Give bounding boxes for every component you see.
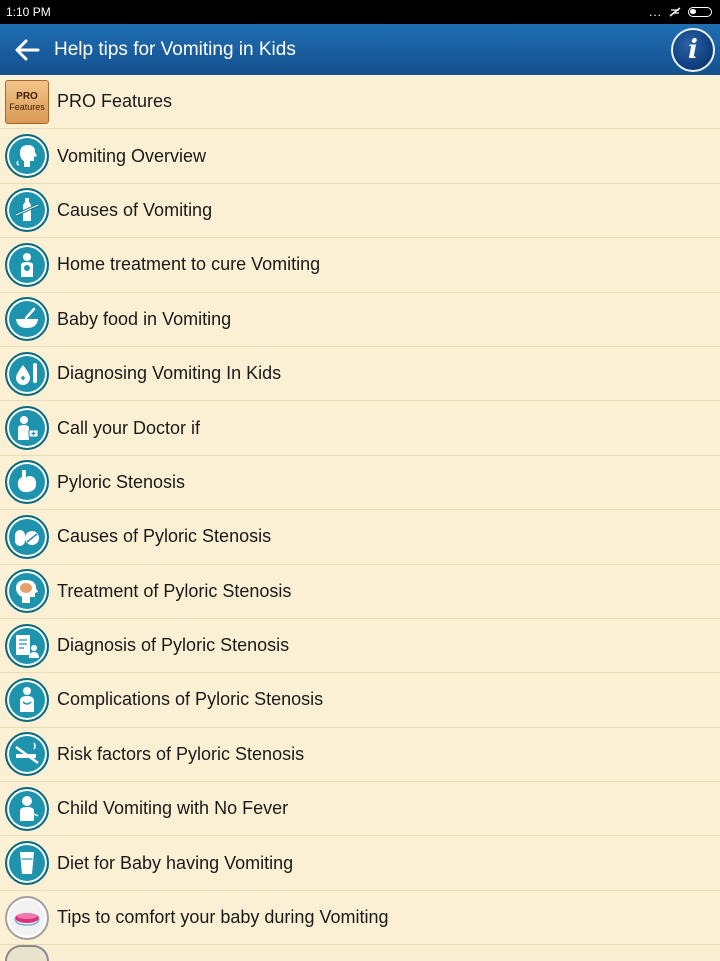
list-item-child-no-fever[interactable] bbox=[0, 782, 720, 836]
status-time: 1:10 PM bbox=[6, 5, 51, 19]
app-bar bbox=[0, 24, 720, 75]
blood-test-icon bbox=[5, 352, 49, 396]
list-item-call-your-doctor[interactable] bbox=[0, 401, 720, 455]
pills-icon bbox=[5, 515, 49, 559]
battery-icon bbox=[688, 7, 712, 17]
list-item-diet-for-baby[interactable] bbox=[0, 836, 720, 890]
glass-icon bbox=[5, 841, 49, 885]
topic-list bbox=[0, 75, 720, 961]
list-item-label: Tips to comfort your baby during Vomiting bbox=[57, 907, 389, 928]
clipboard-icon bbox=[5, 624, 49, 668]
list-item-label: Baby food in Vomiting bbox=[57, 308, 232, 329]
no-smoking-icon bbox=[5, 732, 49, 776]
list-item-baby-food[interactable] bbox=[0, 293, 720, 347]
partial-item-icon bbox=[5, 945, 49, 961]
notification-dots-icon: ... bbox=[648, 5, 662, 19]
vomiting-head-icon bbox=[5, 134, 49, 178]
list-item-treatment-pyloric[interactable] bbox=[0, 565, 720, 619]
list-item-tips-to-comfort[interactable] bbox=[0, 891, 720, 945]
list-item-diagnosis-pyloric[interactable] bbox=[0, 619, 720, 673]
doctor-icon bbox=[5, 406, 49, 450]
status-bar bbox=[0, 0, 720, 24]
list-item-pro-features[interactable] bbox=[0, 75, 720, 129]
signal-off-icon bbox=[668, 6, 682, 18]
info-button[interactable] bbox=[671, 28, 715, 72]
list-item-label: Treatment of Pyloric Stenosis bbox=[57, 580, 292, 601]
sick-person-icon bbox=[5, 678, 49, 722]
status-icons bbox=[649, 5, 712, 19]
back-button[interactable] bbox=[0, 24, 54, 75]
no-bottle-icon bbox=[5, 188, 49, 232]
list-item-partial[interactable] bbox=[0, 945, 720, 961]
list-item-label: Diet for Baby having Vomiting bbox=[57, 852, 294, 873]
list-item-risk-factors[interactable] bbox=[0, 728, 720, 782]
list-item-label: Vomiting Overview bbox=[57, 145, 207, 166]
list-item-causes-pyloric[interactable] bbox=[0, 510, 720, 564]
list-item-causes-of-vomiting[interactable] bbox=[0, 184, 720, 238]
list-item-diagnosing-vomiting[interactable] bbox=[0, 347, 720, 401]
dish-icon bbox=[5, 896, 49, 940]
list-item-label: Causes of Pyloric Stenosis bbox=[57, 526, 272, 547]
list-item-pyloric-stenosis[interactable] bbox=[0, 456, 720, 510]
list-item-home-treatment[interactable] bbox=[0, 238, 720, 292]
list-item-label: Complications of Pyloric Stenosis bbox=[57, 689, 324, 710]
list-item-label: Call your Doctor if bbox=[57, 417, 201, 438]
list-item-label: PRO Features bbox=[57, 91, 173, 112]
list-item-label: Diagnosing Vomiting In Kids bbox=[57, 363, 282, 384]
list-item-vomiting-overview[interactable] bbox=[0, 129, 720, 183]
pro-features-icon: PRO Features bbox=[5, 80, 49, 124]
list-item-label: Home treatment to cure Vomiting bbox=[57, 254, 321, 275]
info-icon: i bbox=[688, 34, 698, 65]
child-icon bbox=[5, 787, 49, 831]
list-item-label: Pyloric Stenosis bbox=[57, 471, 186, 492]
head-brain-icon bbox=[5, 569, 49, 613]
list-item-label: Risk factors of Pyloric Stenosis bbox=[57, 743, 305, 764]
bowl-icon bbox=[5, 297, 49, 341]
stomach-icon bbox=[5, 460, 49, 504]
caregiver-icon bbox=[5, 243, 49, 287]
list-item-label: Child Vomiting with No Fever bbox=[57, 798, 289, 819]
list-item-label: Causes of Vomiting bbox=[57, 199, 213, 220]
list-item-label: Diagnosis of Pyloric Stenosis bbox=[57, 635, 290, 656]
list-item-complications-pyloric[interactable] bbox=[0, 673, 720, 727]
page-title: Help tips for Vomiting in Kids bbox=[54, 38, 296, 60]
back-arrow-icon bbox=[14, 39, 40, 61]
